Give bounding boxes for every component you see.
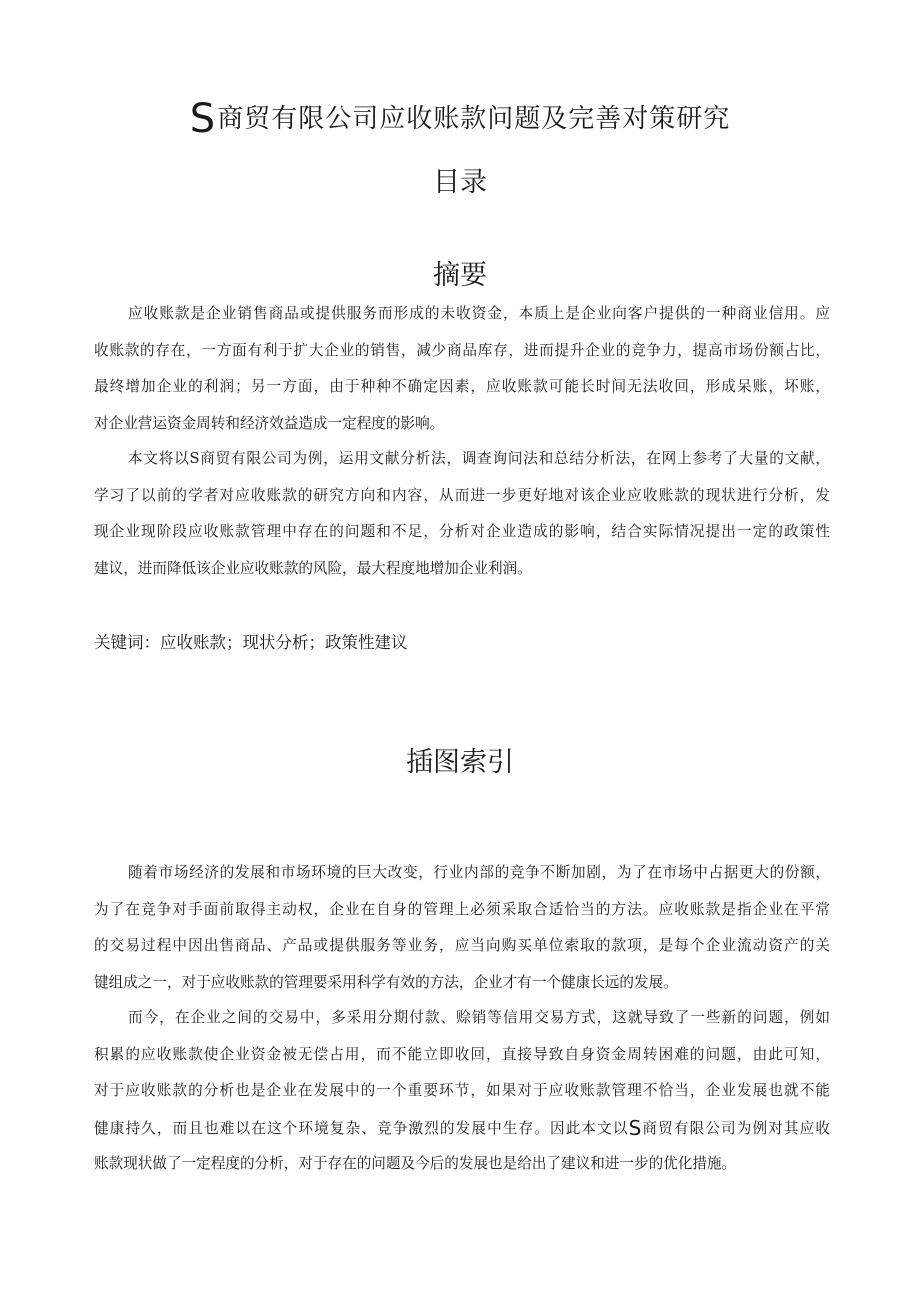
text-line: 应收账款是企业销售商品或提供服务而形成的未收资金，本质上是企业向客户提供的一种商业信用。应 (128, 305, 830, 322)
text-segment: 健康持久，而且也难以在这个环境复杂、竞争激烈的发展中生存。因此本文以 (94, 1119, 629, 1137)
text-line: 为了在竞争对手面前取得主动权，企业在自身的管理上必须采取合适恰当的方法。应收账款是指企业在平常 (94, 900, 830, 918)
text-line: 学习了以前的学者对应收账款的研究方向和内容，从而进一步更好地对该企业应收账款的现状进行分析，发 (94, 486, 830, 504)
title-text: 商贸有限公司应收账款问题及完善对策研究 (217, 104, 731, 134)
text-line: 积累的应收账款使企业资金被无偿占用，而不能立即收回，直接导致自身资金周转困难的问题，由此可知， (94, 1045, 830, 1063)
text-line: 对企业营运资金周转和经济效益造成一定程度的影响。 (94, 414, 445, 432)
toc-heading: 目录 (433, 167, 487, 198)
text-line: 账款现状做了一定程度的分析，对于存在的问题及今后的发展也是给出了建议和进一步的优化措施。 (94, 1155, 737, 1172)
title-initial: S (189, 96, 217, 142)
text-line (94, 1110, 830, 1147)
text-line: 本文将以S商贸有限公司为例，运用文献分析法，调查询问法和总结分析法，在网上参考了大量的文献， (128, 450, 830, 467)
keywords-line: 关键词：应收账款；现状分析；政策性建议 (94, 633, 408, 652)
text-line: 随着市场经济的发展和市场环境的巨大改变，行业内部的竞争不断加剧，为了在市场中占据更大的份额， (128, 864, 830, 881)
abstract-paragraph-1 (94, 296, 830, 442)
text-line: 收账款的存在，一方面有利于扩大企业的销售，减少商品库存，进而提升企业的竞争力，提高市场份额占比， (94, 341, 830, 359)
text-line: 现企业现阶段应收账款管理中存在的问题和不足，分析对企业造成的影响，结合实际情况提出一定的政策性 (94, 523, 830, 540)
text-line: 建议，进而降低该企业应收账款的风险，最大程度地增加企业利润。 (94, 559, 532, 577)
document-title (0, 96, 920, 142)
text-line: 对于应收账款的分析也是企业在发展中的一个重要环节，如果对于应收账款管理不恰当，企业发展也就不能 (94, 1082, 830, 1099)
text-line: 键组成之一，对于应收账款的管理要采用科学有效的方法，企业才有一个健康长远的发展。 (94, 973, 678, 991)
company-initial: S (628, 1115, 642, 1140)
text-segment: 商贸有限公司为例对其应收 (641, 1119, 830, 1137)
text-line: 而今，在企业之间的交易中，多采用分期付款、赊销等信用交易方式，这就导致了一些新的问题，例如 (128, 1009, 830, 1026)
abstract-paragraph-2 (94, 441, 830, 587)
text-line: 最终增加企业的利润；另一方面，由于种种不确定因素，应收账款可能长时间无法收回，形成呆账，坏账， (94, 378, 830, 395)
figure-index-heading: 插图索引 (406, 747, 514, 778)
text-line: 的交易过程中因出售商品、产品或提供服务等业务，应当向购买单位索取的款项，是每个企业流动资产的关 (94, 937, 830, 954)
intro-paragraph-2 (94, 1000, 830, 1183)
abstract-heading: 摘要 (433, 260, 487, 291)
intro-paragraph-1 (94, 855, 830, 1001)
